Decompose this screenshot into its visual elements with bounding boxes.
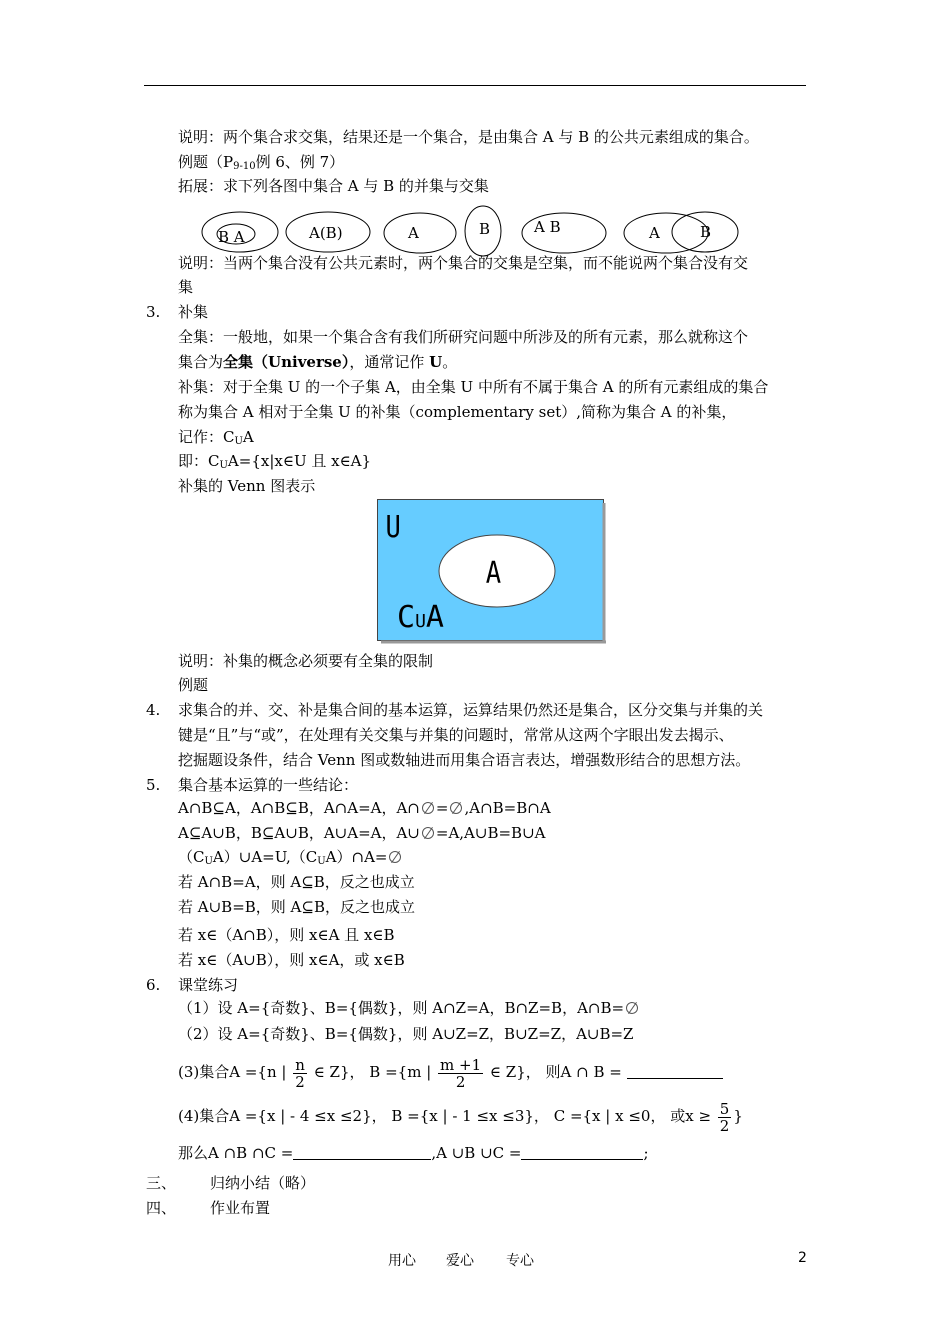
- text-line: 说明：当两个集合没有公共元素时，两个集合的交集是空集，而不能说两个集合没有交: [178, 254, 749, 272]
- footer-text: 专心: [506, 1253, 534, 1269]
- answer-blank[interactable]: [293, 1144, 431, 1160]
- text-line: （2）设 A={奇数}、B={偶数}，则 A∪Z=Z，B∪Z=Z，A∪B=Z: [178, 1025, 634, 1043]
- text-line: A⊆A∪B，B⊆A∪B，A∪A=A，A∪ =A,A∪B=B∪A: [178, 824, 546, 842]
- text-line: 补集的 Venn 图表示: [178, 477, 316, 495]
- venn-2-label: A(B): [309, 224, 343, 242]
- venn-5a: [624, 213, 708, 253]
- venn-5b-label: B: [700, 223, 712, 241]
- universe-label: U: [385, 508, 401, 545]
- fraction: $\frac{5}{2}$: [719, 1099, 730, 1135]
- answer-blank[interactable]: [521, 1144, 643, 1160]
- text-line: 集: [178, 278, 194, 296]
- exercise-4: (4)集合A ={x | - 4 ≤x ≤2}， B ={x | - 1 ≤x ≤3}， C ={x | x ≤0， 或x ≥ $\frac{5}{2}$ }: [178, 1099, 743, 1135]
- text-line: 集合基本运算的一些结论：: [178, 776, 359, 794]
- fraction: $\frac{n}{2}$: [295, 1055, 305, 1091]
- text-line: 全集：一般地，如果一个集合含有我们所研究问题中所涉及的所有元素，那么就称这个: [178, 328, 749, 346]
- footer-text: 用心: [388, 1253, 416, 1269]
- text-line: 拓展：求下列各图中集合 A 与 B 的并集与交集: [178, 177, 489, 195]
- text-line: 若 A∩B=A，则 A⊆B，反之也成立: [178, 873, 415, 891]
- text-line: 若 x∈（A∪B），则 x∈A，或 x∈B: [178, 951, 405, 969]
- set-a-label: A: [485, 554, 502, 591]
- text-line: 补集：对于全集 U 的一个子集 A，由全集 U 中所有不属于集合 A 的所有元素组成的集合: [178, 378, 769, 396]
- text-line: 例题: [178, 676, 209, 694]
- item-number: 6.: [146, 976, 161, 994]
- complement-label: CUA: [397, 600, 444, 635]
- text-line: 若 A∪B=B，则 A⊆B，反之也成立: [178, 898, 415, 916]
- empty-set-icon: [422, 827, 434, 839]
- venn-3a-label: A: [408, 224, 419, 242]
- text-line: $(C_UA)\cup A=U,(C_UA)\cap A=$: [178, 847, 403, 872]
- venn-diagrams: [196, 200, 756, 260]
- venn-1-label: B A: [218, 228, 245, 246]
- header-rule: [144, 85, 806, 86]
- text-line: A∩B⊆A，A∩B⊆B，A∩A=A，A∩ = ,A∩B=B∩A: [178, 799, 551, 817]
- item-number: 5.: [146, 776, 161, 794]
- empty-set-icon: [626, 1002, 638, 1014]
- venn-3b-label: B: [479, 220, 491, 238]
- text-line: 记作：$C_UA$: [178, 428, 254, 447]
- page-number: 2: [798, 1250, 807, 1266]
- item-number: 4.: [146, 701, 161, 719]
- venn-5a-label: A: [649, 224, 660, 242]
- item-number: 3.: [146, 303, 161, 321]
- venn-3a: [384, 213, 456, 253]
- text-line: 补集: [178, 303, 209, 321]
- exercise-3: (3)集合A ={n | $\frac{n}{2}$ ∈ Z}， B ={m | $\frac{m +1}{2}$ ∈ Z}， 则A ∩ B =: [178, 1054, 723, 1090]
- text-line: 求集合的并、交、补是集合间的基本运算，运算结果仍然还是集合，区分交集与并集的关: [178, 701, 764, 719]
- text-line: 称为集合 A 相对于全集 U 的补集（complementary set）,简称为集合 A 的补集，: [178, 403, 737, 421]
- text-line: 说明：两个集合求交集，结果还是一个集合，是由集合 A 与 B 的公共元素组成的集合。: [178, 128, 759, 146]
- text-line: 集合为全集（Universe），通常记作 U。: [178, 353, 458, 371]
- text-line: 例题（$P_{9-10}$例 6、例 7）: [178, 153, 345, 172]
- text-line: 若 x∈（A∩B），则 x∈A 且 x∈B: [178, 926, 395, 944]
- section-heading: 四、 作业布置: [146, 1199, 271, 1217]
- venn-4-label: A B: [534, 218, 561, 236]
- footer-text: 爱心: [446, 1253, 474, 1269]
- text-line: （1）设 A={奇数}、B={偶数}，则 A∩Z=A，B∩Z=B，A∩B=: [178, 998, 640, 1018]
- fraction: $\frac{m +1}{2}$: [440, 1055, 482, 1091]
- empty-set-icon: [422, 802, 434, 814]
- text-line: 挖掘题设条件，结合 Venn 图或数轴进而用集合语言表达，增强数形结合的思想方法。: [178, 751, 751, 769]
- empty-set-icon: [450, 802, 462, 814]
- text-line: 键是“且”与“或”，在处理有关交集与并集的问题时，常常从这两个字眼出发去揭示、: [178, 726, 734, 744]
- section-heading: 三、 归纳小结（略）: [146, 1174, 316, 1192]
- text-line: 那么A ∩B ∩C = ,A ∪B ∪C = ;: [178, 1144, 649, 1162]
- complement-venn-diagram: [377, 499, 609, 645]
- empty-set-icon: [389, 851, 401, 863]
- answer-blank[interactable]: [627, 1063, 723, 1079]
- text-line: 说明：补集的概念必须要有全集的限制: [178, 652, 434, 670]
- text-line: 课堂练习: [178, 976, 239, 994]
- text-line: 即：$C_UA=\{x|x\in U$ 且 x∈A}: [178, 452, 372, 471]
